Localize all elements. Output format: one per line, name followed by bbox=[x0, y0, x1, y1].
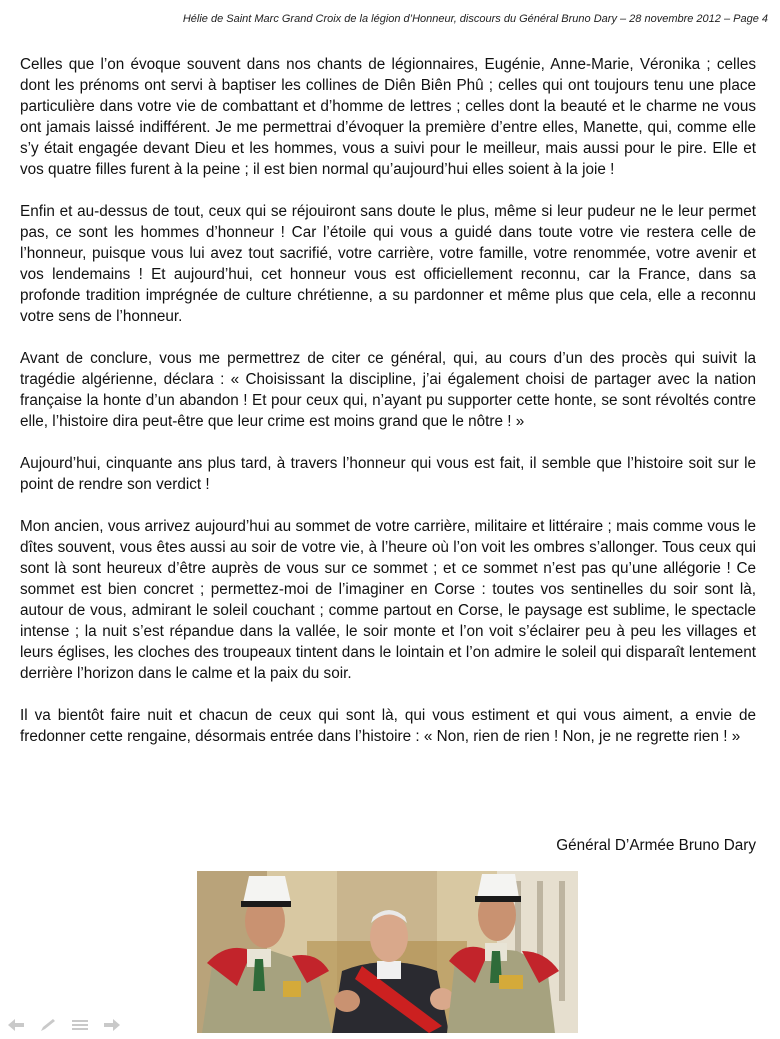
forward-arrow-icon[interactable] bbox=[102, 1017, 122, 1033]
signature: Général D’Armée Bruno Dary bbox=[556, 837, 756, 854]
pen-icon[interactable] bbox=[38, 1017, 58, 1033]
paragraph-1: Celles que l’on évoque souvent dans nos chants de légionnaires, Eugénie, Anne-Marie, Véronika ; celles dont les prénoms ont servi à baptiser les collines de Diên Biên Phû ; celles qui ont toujours tenu une place particulière dans votre vie de combattant et d’homme de lettres ; celles dont la beauté et le charme ne vous ont jamais laissé indifférent. Je me permettrai d’évoquer la première d’entre elles, Manette, qui, comme elle s’y était engagée devant Dieu et les hommes, vous a suivi pour le meilleur, mais aussi pour le pire. Elle et vos quatre filles furent à la peine ; il est bien normal qu’aujourd’hui elles soient à la joie ! bbox=[20, 56, 756, 178]
paragraph-6: Il va bientôt faire nuit et chacun de ceux qui sont là, qui vous estiment et qui vous aiment, a envie de fredonner cette rengaine, désormais entrée dans l’histoire : « Non, rien de rien ! Non, je ne regrette rien ! » bbox=[20, 707, 756, 745]
menu-icon[interactable] bbox=[70, 1017, 90, 1033]
paragraph-5: Mon ancien, vous arrivez aujourd’hui au sommet de votre carrière, militaire et littéraire ; mais comme vous le dîtes souvent, vous êtes aussi au soir de votre vie, à l’heure où l’on voit les ombres s’allonger. Tous ceux qui sont là sont heureux d’être auprès de vous sur ce sommet ; et ce sommet n’est pas qu’une allégorie ! Ce sommet est bien concret ; permettez-moi de l’imaginer en Corse : toutes vos sentinelles du soir sont là, autour de vous, admirant le soleil couchant ; comme partout en Corse, le paysage est sublime, le spectacle intense ; la nuit s’est répandue dans la vallée, le soir monte et l’on voit s’éclairer peu à peu les villages et leurs églises, les cloches des troupeaux tintent dans le lointain et l’on admire le soleil qui disparaît lentement derrière l’horizon dans le calme et la paix du soir. bbox=[20, 518, 756, 682]
slide-navigation bbox=[6, 1017, 122, 1033]
paragraph-4: Aujourd’hui, cinquante ans plus tard, à travers l’honneur qui vous est fait, il semble que l’histoire soit sur le point de rendre son verdict ! bbox=[20, 455, 756, 493]
photo-three-men-icon bbox=[197, 871, 578, 1033]
document-body bbox=[20, 54, 756, 768]
page-header: Hélie de Saint Marc Grand Croix de la légion d’Honneur, discours du Général Bruno Dary – 28 novembre 2012 – Page 4 bbox=[182, 13, 768, 25]
back-arrow-icon[interactable] bbox=[6, 1017, 26, 1033]
paragraph-3: Avant de conclure, vous me permettrez de citer ce général, qui, au cours d’un des procès qui suivit la tragédie algérienne, déclara : « Choisissant la discipline, j’ai également choisi de partager avec la nation française la honte d’un abandon ! Et pour ceux qui, n’ayant pu supporter cette honte, se sont révoltés contre elle, l’histoire dira peut-être que leur crime est moins grand que le nôtre ! » bbox=[20, 350, 756, 430]
paragraph-2: Enfin et au-dessus de tout, ceux qui se réjouiront sans doute le plus, même si leur pudeur ne le leur permet pas, ce sont les hommes d’honneur ! Car l’étoile qui vous a guidé dans toute votre vie restera celle de l’honneur, puisque vous lui avez tout sacrifié, votre carrière, votre famille, votre renommée, votre avenir et vos lendemains ! Et aujourd’hui, cet honneur vous est officiellement reconnu, car la France, dans sa profonde tradition imprégnée de culture chrétienne, a su pardonner et même plus que cela, elle a reconnu votre sens de l’honneur. bbox=[20, 203, 756, 325]
